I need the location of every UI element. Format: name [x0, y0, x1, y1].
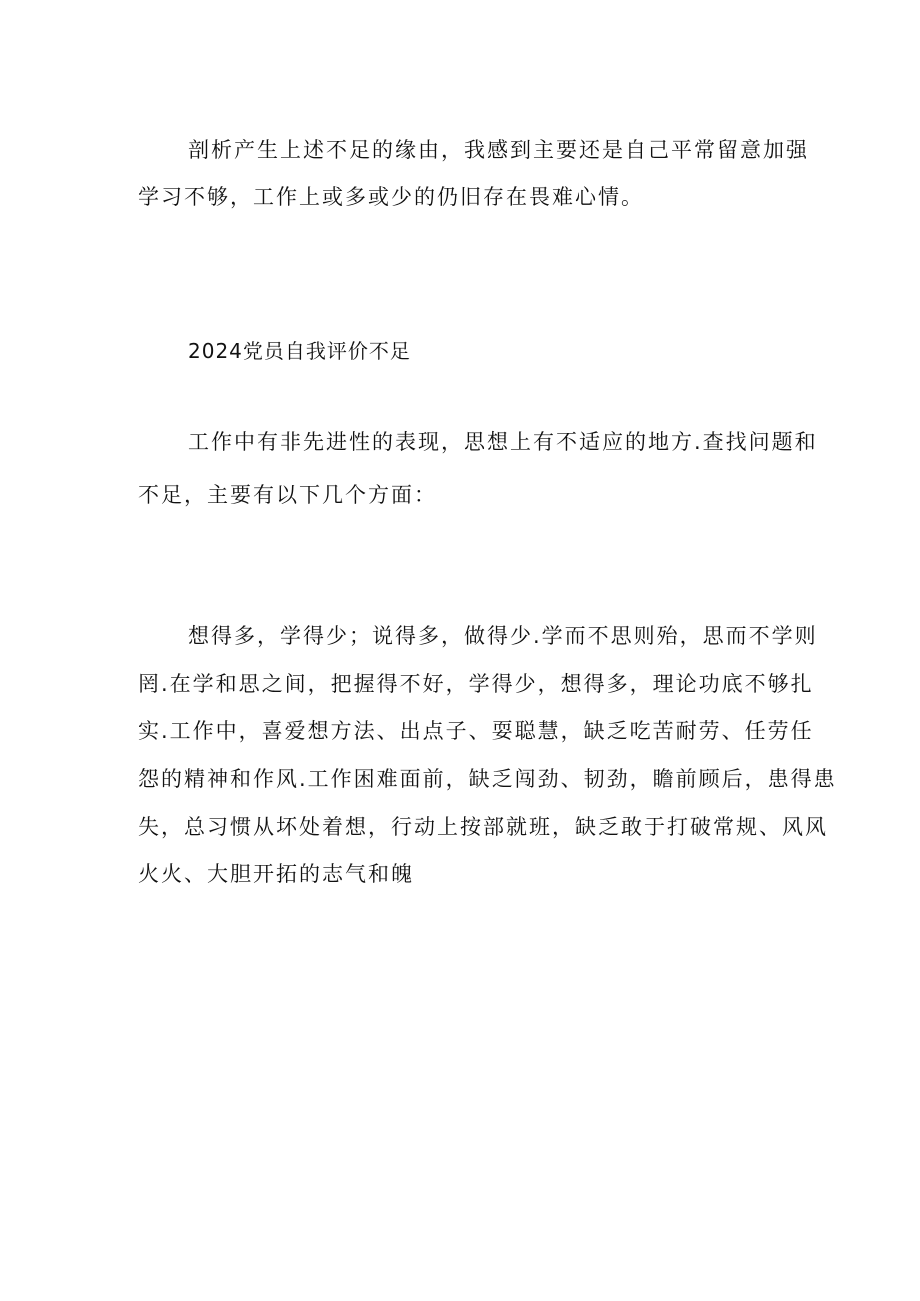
paragraph-3-line-5: 失，总习惯从坏处着想，行动上按部就班，缺乏敢于打破常规、风风: [138, 815, 828, 839]
paragraph-3-line-3: 实.工作中，喜爱想方法、出点子、耍聪慧，缺乏吃苦耐劳、任劳任: [138, 719, 814, 743]
paragraph-3-line-4: 怨的精神和作风.工作困难面前，缺乏闯劲、韧劲，瞻前顾后，患得患: [138, 767, 837, 791]
paragraph-2-line-1: 工作中有非先进性的表现，思想上有不适应的地方.查找问题和: [188, 430, 818, 454]
paragraph-3-line-6: 火火、大胆开拓的志气和魄: [138, 862, 414, 886]
paragraph-3-line-2: 罔.在学和思之间，把握得不好，学得少，想得多，理论功底不够扎: [138, 672, 814, 696]
paragraph-3-line-1: 想得多，学得少；说得多，做得少.学而不思则殆，思而不学则: [188, 624, 818, 648]
paragraph-2-line-2: 不足，主要有以下几个方面：: [138, 483, 437, 507]
section-heading: 2024党员自我评价不足: [188, 339, 411, 363]
paragraph-1-line-2: 学习不够，工作上或多或少的仍旧存在畏难心情。: [138, 185, 644, 209]
paragraph-1-line-1: 剖析产生上述不足的缘由，我感到主要还是自己平常留意加强: [188, 138, 809, 162]
